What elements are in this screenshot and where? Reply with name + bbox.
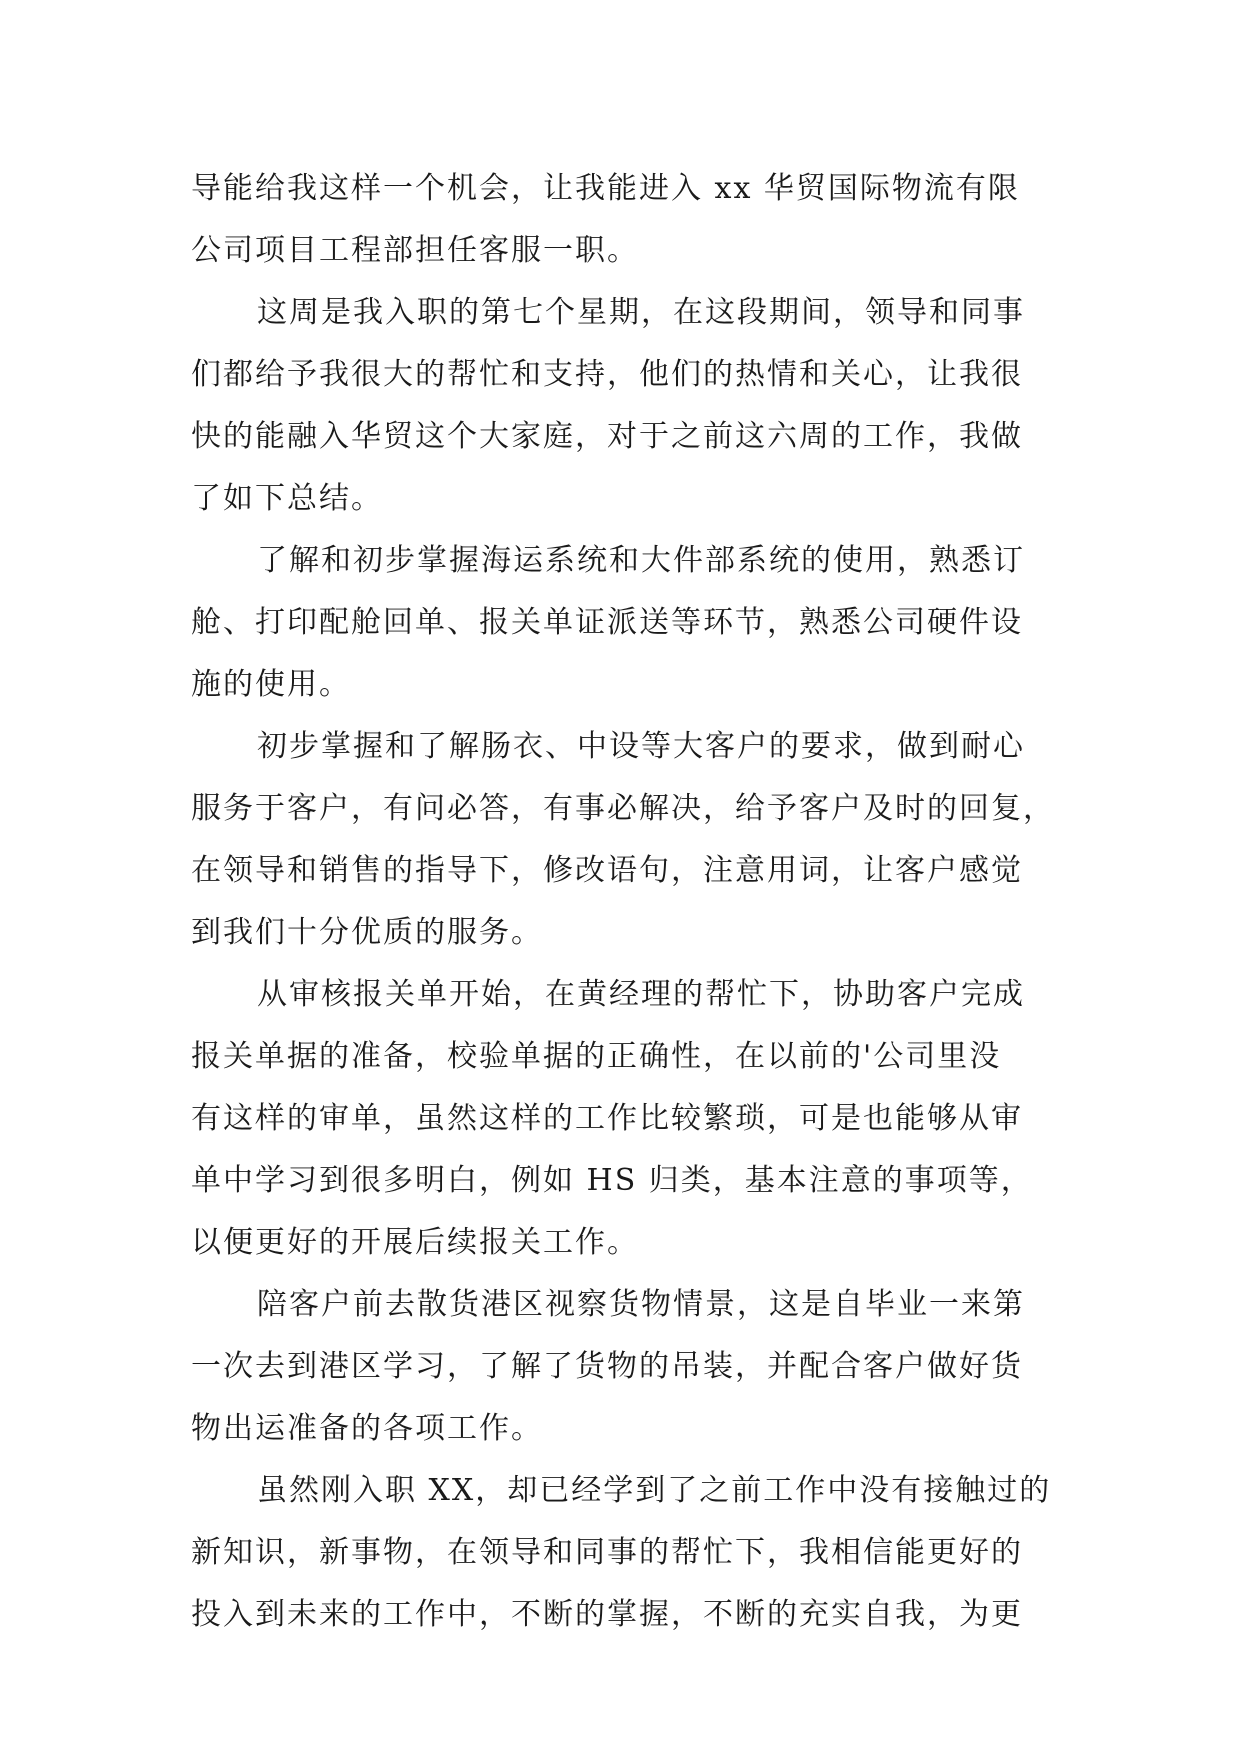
text-line: 物出运准备的各项工作。 — [191, 1411, 543, 1446]
text-line: 从审核报关单开始，在黄经理的帮忙下，协助客户完成 — [257, 977, 1025, 1012]
text-line: 在领导和销售的指导下，修改语句，注意用词，让客户感觉 — [191, 853, 1023, 888]
text-line: 以便更好的开展后续报关工作。 — [191, 1225, 639, 1260]
text-line: 一次去到港区学习，了解了货物的吊装，并配合客户做好货 — [191, 1349, 1023, 1384]
text-line: 导能给我这样一个机会，让我能进入 xx 华贸国际物流有限 — [191, 171, 1020, 206]
text-line: 们都给予我很大的帮忙和支持，他们的热情和关心，让我很 — [191, 357, 1023, 392]
text-line: 快的能融入华贸这个大家庭，对于之前这六周的工作，我做 — [191, 419, 1023, 454]
text-line: 这周是我入职的第七个星期，在这段期间，领导和同事 — [257, 295, 1025, 330]
text-line: 了解和初步掌握海运系统和大件部系统的使用，熟悉订 — [257, 543, 1025, 578]
text-line: 舱、打印配舱回单、报关单证派送等环节，熟悉公司硬件设 — [191, 605, 1023, 640]
text-line: 虽然刚入职 XX，却已经学到了之前工作中没有接触过的 — [257, 1473, 1052, 1508]
text-line: 公司项目工程部担任客服一职。 — [191, 233, 639, 268]
text-line: 投入到未来的工作中，不断的掌握，不断的充实自我，为更 — [191, 1597, 1023, 1632]
text-line: 有这样的审单，虽然这样的工作比较繁琐，可是也能够从审 — [191, 1101, 1023, 1136]
text-line: 报关单据的准备，校验单据的正确性，在以前的'公司里没 — [191, 1039, 1002, 1074]
text-line: 单中学习到很多明白，例如 HS 归类，基本注意的事项等， — [191, 1163, 1033, 1198]
text-line: 新知识，新事物，在领导和同事的帮忙下，我相信能更好的 — [191, 1535, 1023, 1570]
body-text — [191, 158, 1055, 1646]
text-line: 服务于客户，有问必答，有事必解决，给予客户及时的回复， — [191, 791, 1055, 826]
text-line: 了如下总结。 — [191, 481, 383, 516]
text-line: 陪客户前去散货港区视察货物情景，这是自毕业一来第 — [257, 1287, 1025, 1322]
text-line: 施的使用。 — [191, 667, 351, 702]
text-line: 初步掌握和了解肠衣、中设等大客户的要求，做到耐心 — [257, 729, 1025, 764]
text-line: 到我们十分优质的服务。 — [191, 915, 543, 950]
